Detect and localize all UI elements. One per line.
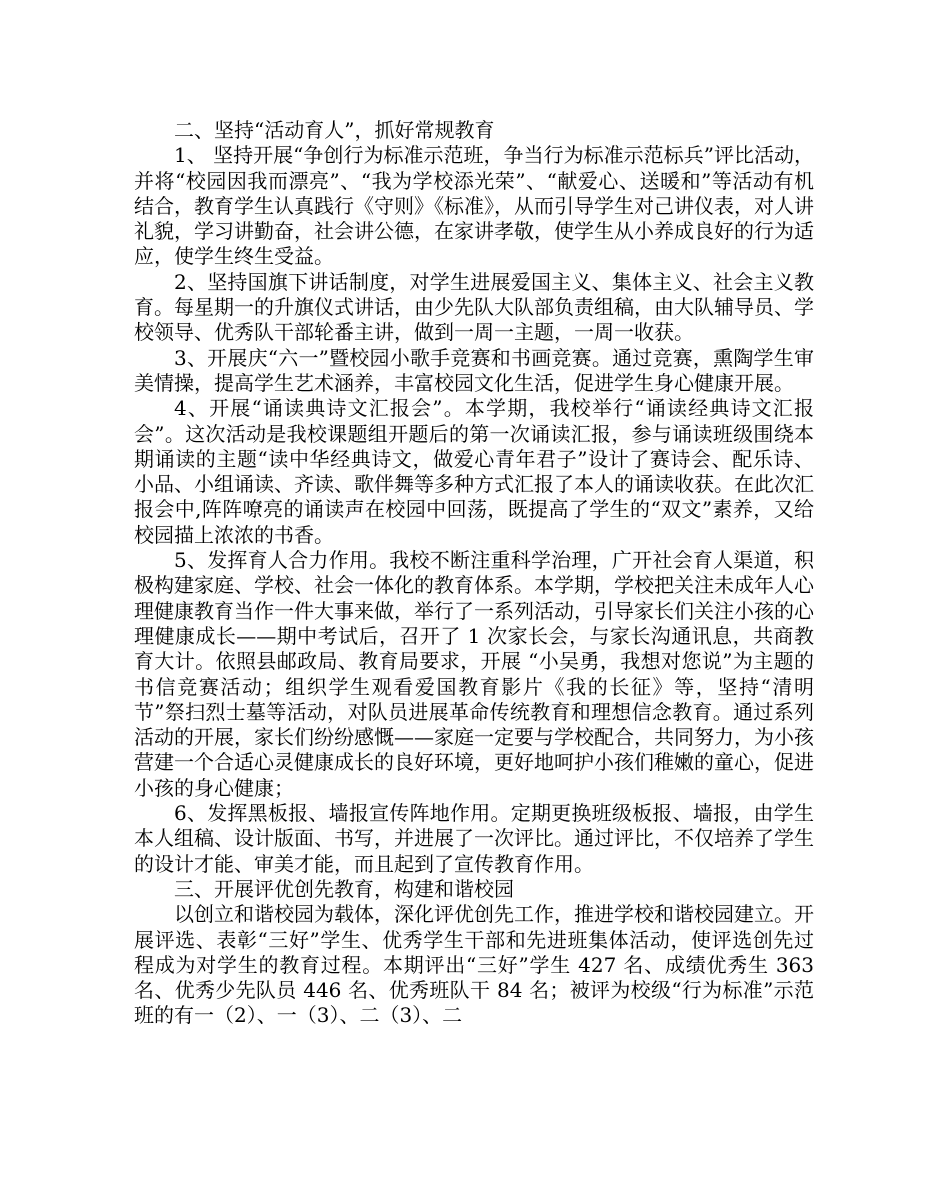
paragraph-item-5: 5、发挥育人合力作用。我校不断注重科学治理，广开社会育人渠道，积极构建家庭、学校、社会一体化的教育体系。本学期，学校把关注未成年人心理健康教育当作一件大事来做，举行了一系列活动，引导家长们关注小孩的心理健康成长——期中考试后，召开了 1 次家长会，与家长沟通讯息，共商教育大计。依照县邮政局、教育局要求，开展 “小吴勇，我想对您说”为主题的书信竞赛活动；组织学生观看爱国教育影片《我的长征》等，坚持“清明节”祭扫烈士墓等活动，对队员进展革命传统教育和理想信念教育。通过系列活动的开展，家长们纷纷感慨——家庭一定要与学校配合，共同努力，为小孩营建一个合适心灵健康成长的良好环境，更好地呵护小孩们稚嫩的童心，促进小孩的身心健康； xyxy=(134,548,814,800)
paragraph-item-3: 3、开展庆“六一”暨校园小歌手竞赛和书画竞赛。通过竞赛，熏陶学生审美情操，提高学生艺术涵养，丰富校园文化生活，促进学生身心健康开展。 xyxy=(134,345,814,395)
document-page xyxy=(134,118,814,1029)
paragraph-section-3-body: 以创立和谐校园为载体，深化评优创先工作，推进学校和谐校园建立。开展评选、表彰“三好”学生、优秀学生干部和先进班集体活动，使评选创先过程成为对学生的教育过程。本期评出“三好”学生 427 名、成绩优秀生 363 名、优秀少先队员 446 名、优秀班队干 84 名；被评为校级“行为标准”示范班的有一（2）、一（3）、二（3）、二 xyxy=(134,902,814,1028)
paragraph-item-6: 6、发挥黑板报、墙报宣传阵地作用。定期更换班级板报、墙报，由学生本人组稿、设计版面、书写，并进展了一次评比。通过评比，不仅培养了学生的设计才能、审美才能，而且起到了宣传教育作用。 xyxy=(134,801,814,876)
section-heading-2: 二、坚持“活动育人”，抓好常规教育 xyxy=(174,118,495,142)
section-heading-3: 三、开展评优创先教育，构建和谐校园 xyxy=(174,876,514,901)
paragraph-item-1: 1、 坚持开展“争创行为标准示范班，争当行为标准示范标兵”评比活动， 并将“校园因我而漂亮”、“我为学校添光荣”、“献爱心、送暖和”等活动有机结合，教育学生认真践行《守则》《标准》，从而引导学生对己讲仪表，对人讲礼貌，学习讲勤奋，社会讲公德，在家讲孝敬，使学生从小养成良好的行为适应，使学生终生受益。 xyxy=(134,143,814,269)
paragraph-item-4: 4、开展“诵读典诗文汇报会”。本学期，我校举行“诵读经典诗文汇报会”。这次活动是我校课题组开题后的第一次诵读汇报，参与诵读班级围绕本期诵读的主题“读中华经典诗文，做爱心青年君子”设计了赛诗会、配乐诗、小品、小组诵读、齐读、歌伴舞等多种方式汇报了本人的诵读收获。在此次汇报会中,阵阵嘹亮的诵读声在校园中回荡，既提高了学生的“双文”素养，又给校园描上浓浓的书香。 xyxy=(134,396,814,547)
paragraph-item-2: 2、坚持国旗下讲话制度，对学生进展爱国主义、集体主义、社会主义教育。每星期一的升旗仪式讲话，由少先队大队部负责组稿，由大队辅导员、学校领导、优秀队干部轮番主讲，做到一周一主题，一周一收获。 xyxy=(134,269,814,345)
